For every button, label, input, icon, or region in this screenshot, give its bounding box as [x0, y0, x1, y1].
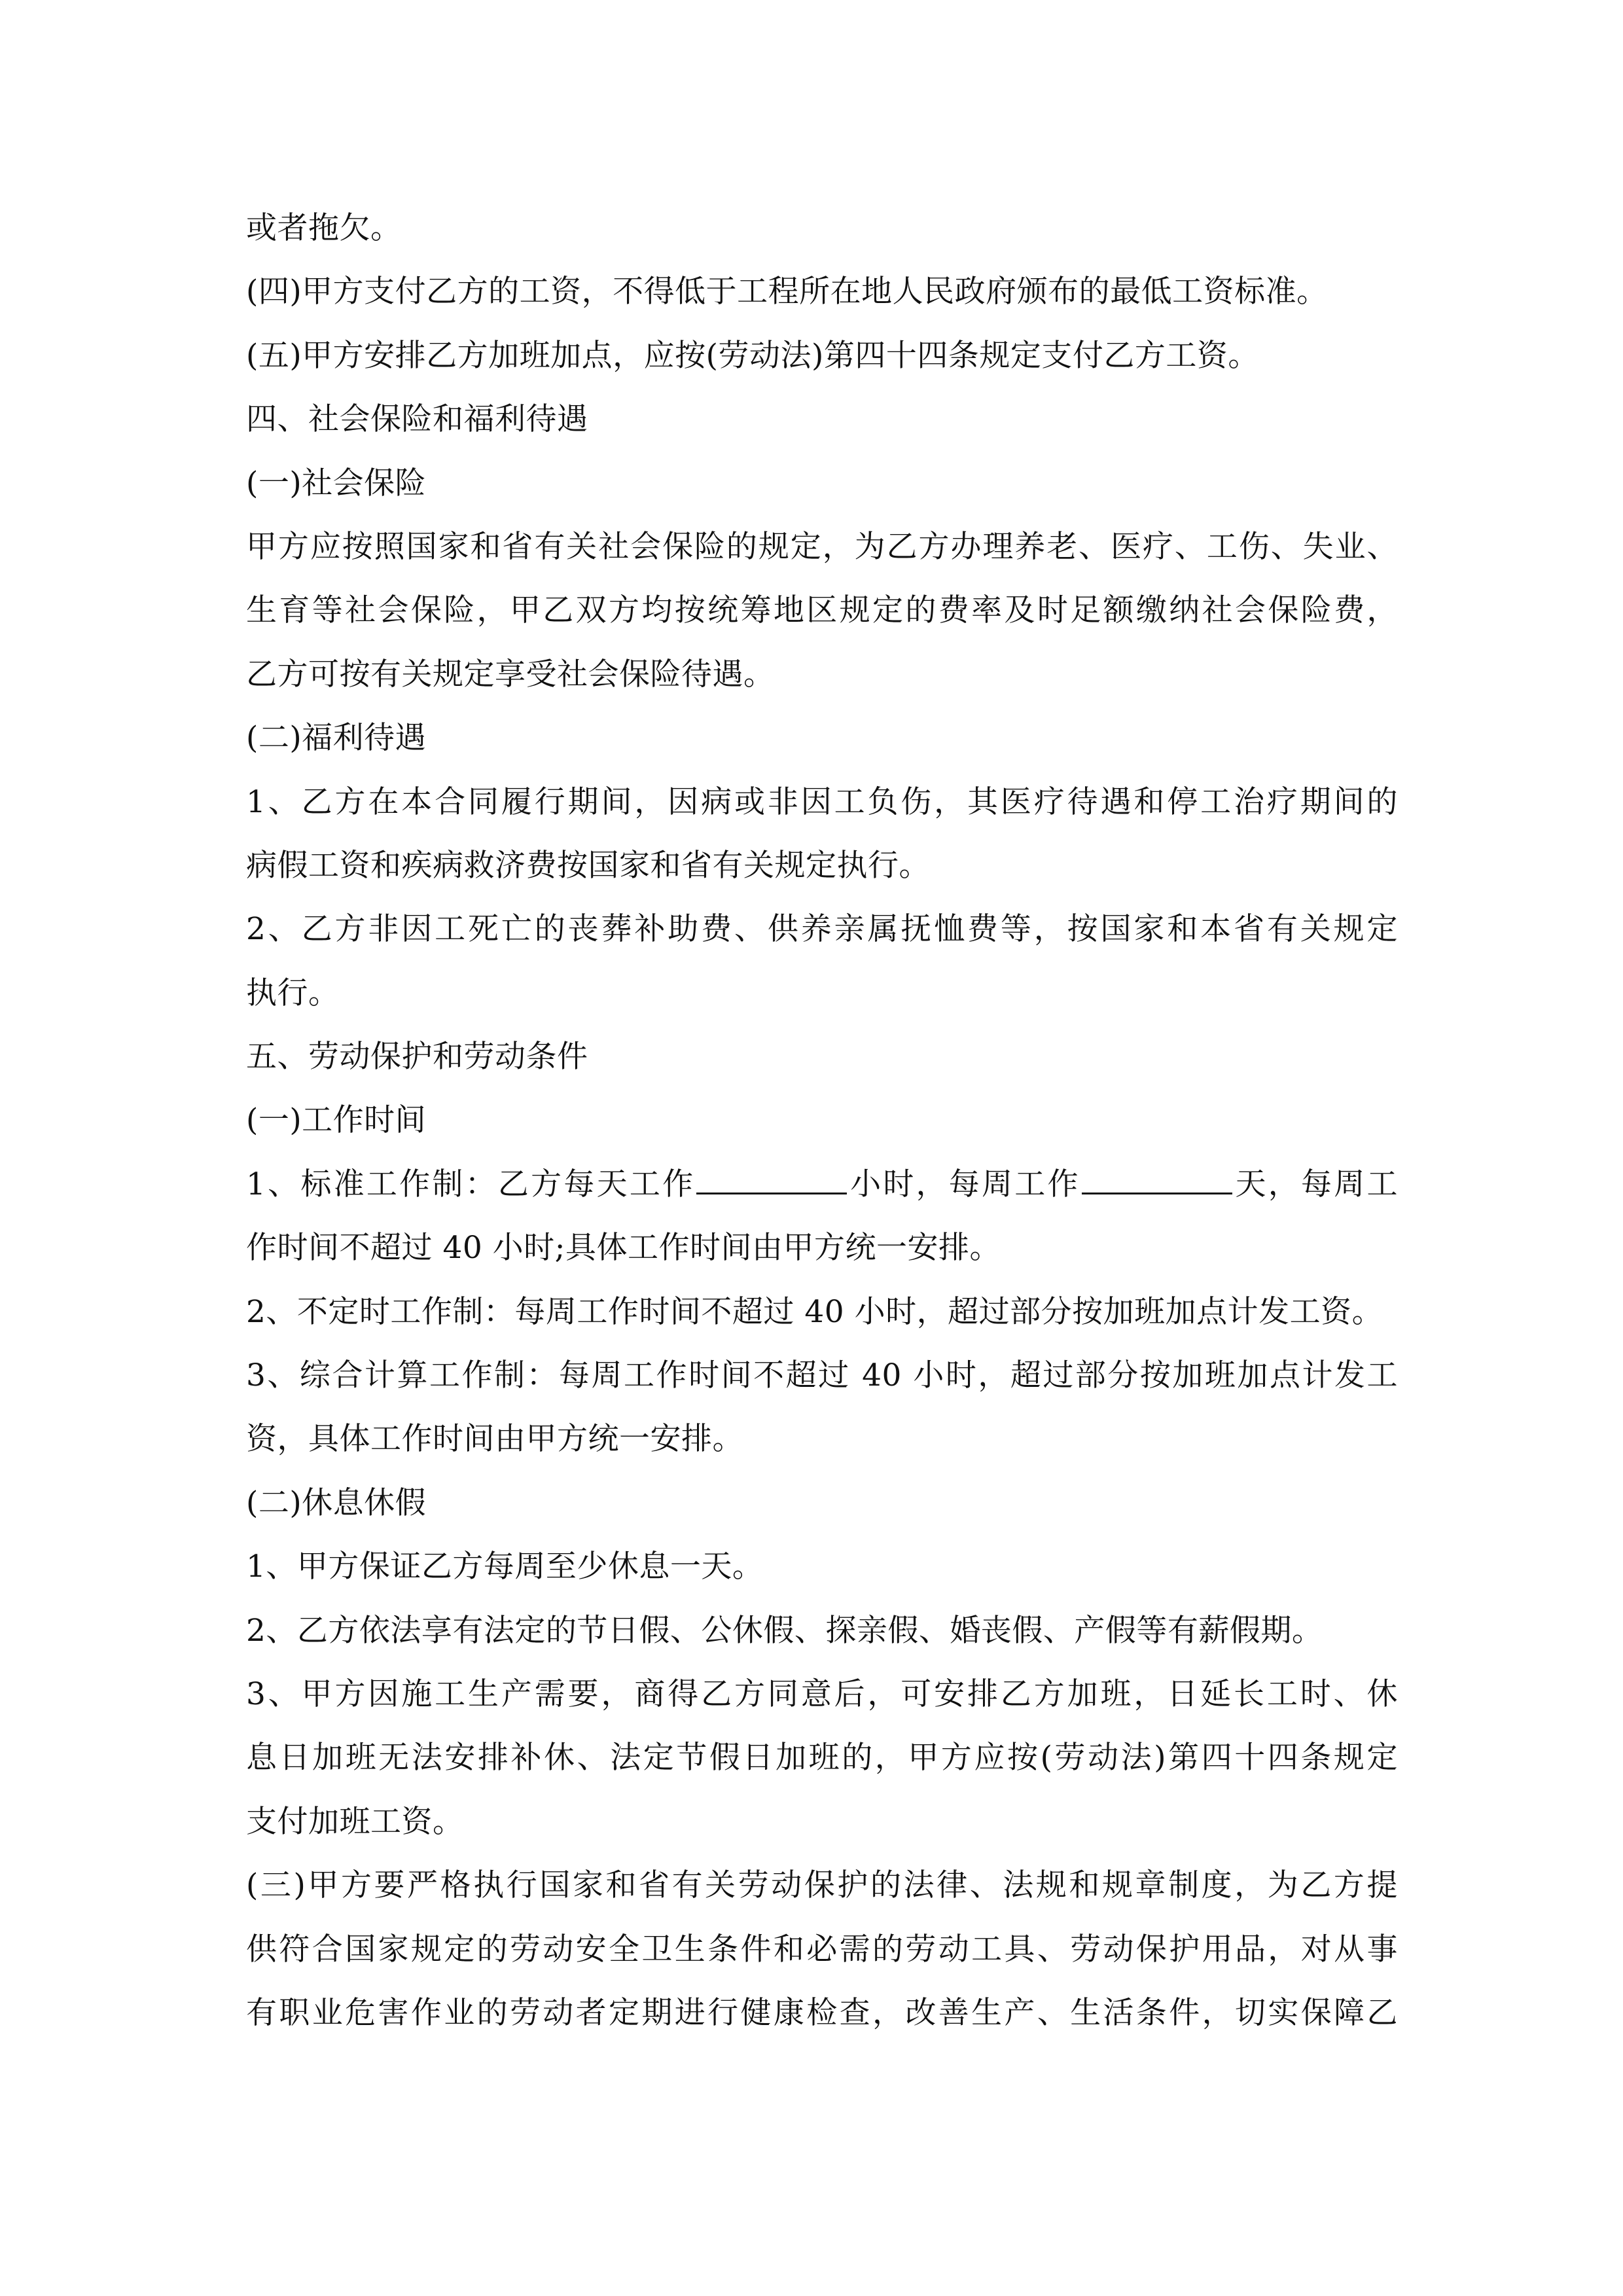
text-segment: 1、标准工作制：乙方每天工作 — [246, 1166, 696, 1202]
text-line: (一)工作时间 — [246, 1102, 427, 1139]
text-line: 资，具体工作时间由甲方统一安排。 — [246, 1421, 743, 1458]
text-line — [246, 1153, 1398, 1216]
text-line: 甲方应按照国家和省有关社会保险的规定，为乙方办理养老、医疗、工伤、失业、 — [246, 528, 1398, 565]
text-line: 供符合国家规定的劳动安全卫生条件和必需的劳动工具、劳动保护用品，对从事 — [246, 1931, 1398, 1967]
text-line: 3、综合计算工作制：每周工作时间不超过 40 小时，超过部分按加班加点计发工 — [246, 1357, 1398, 1394]
text-line: (五)甲方安排乙方加班加点，应按(劳动法)第四十四条规定支付乙方工资。 — [246, 337, 1259, 374]
text-line: (二)休息休假 — [246, 1484, 427, 1521]
document-body — [246, 196, 1398, 2045]
text-line: (四)甲方支付乙方的工资，不得低于工程所在地人民政府颁布的最低工资标准。 — [246, 274, 1328, 310]
text-line: 生育等社会保险，甲乙双方均按统筹地区规定的费率及时足额缴纳社会保险费， — [246, 592, 1398, 629]
text-line: 有职业危害作业的劳动者定期进行健康检查，改善生产、生活条件，切实保障乙 — [246, 1994, 1398, 2031]
text-line: (三)甲方要严格执行国家和省有关劳动保护的法律、法规和规章制度，为乙方提 — [246, 1867, 1398, 1904]
text-line: 作时间不超过 40 小时;具体工作时间由甲方统一安排。 — [246, 1230, 1001, 1266]
text-line: (二)福利待遇 — [246, 720, 427, 757]
text-line: 或者拖欠。 — [246, 210, 402, 246]
text-segment: 天，每周工 — [1233, 1166, 1398, 1202]
text-line: 支付加班工资。 — [246, 1803, 464, 1840]
text-line: 2、乙方非因工死亡的丧葬补助费、供养亲属抚恤费等，按国家和本省有关规定 — [246, 911, 1398, 948]
text-line: 1、甲方保证乙方每周至少休息一天。 — [246, 1549, 764, 1585]
text-segment: 小时，每周工作 — [848, 1166, 1080, 1202]
text-line: 病假工资和疾病救济费按国家和省有关规定执行。 — [246, 847, 930, 884]
text-line: 息日加班无法安排补休、法定节假日加班的，甲方应按(劳动法)第四十四条规定 — [246, 1740, 1398, 1776]
text-line: 四、社会保险和福利待遇 — [246, 401, 588, 438]
text-line: 执行。 — [246, 975, 340, 1011]
fill-in-blank — [696, 1166, 847, 1194]
text-line: 2、乙方依法享有法定的节日假、公休假、探亲假、婚丧假、产假等有薪假期。 — [246, 1612, 1323, 1649]
fill-in-blank — [1082, 1166, 1232, 1194]
text-line: 2、不定时工作制：每周工作时间不超过 40 小时，超过部分按加班加点计发工资。 — [246, 1293, 1383, 1330]
text-line: (一)社会保险 — [246, 465, 427, 501]
text-line: 3、甲方因施工生产需要，商得乙方同意后，可安排乙方加班，日延长工时、休 — [246, 1676, 1398, 1712]
text-line: 五、劳动保护和劳动条件 — [246, 1039, 588, 1075]
text-line: 1、乙方在本合同履行期间，因病或非因工负伤，其医疗待遇和停工治疗期间的 — [246, 783, 1398, 820]
text-line: 乙方可按有关规定享受社会保险待遇。 — [246, 656, 775, 692]
